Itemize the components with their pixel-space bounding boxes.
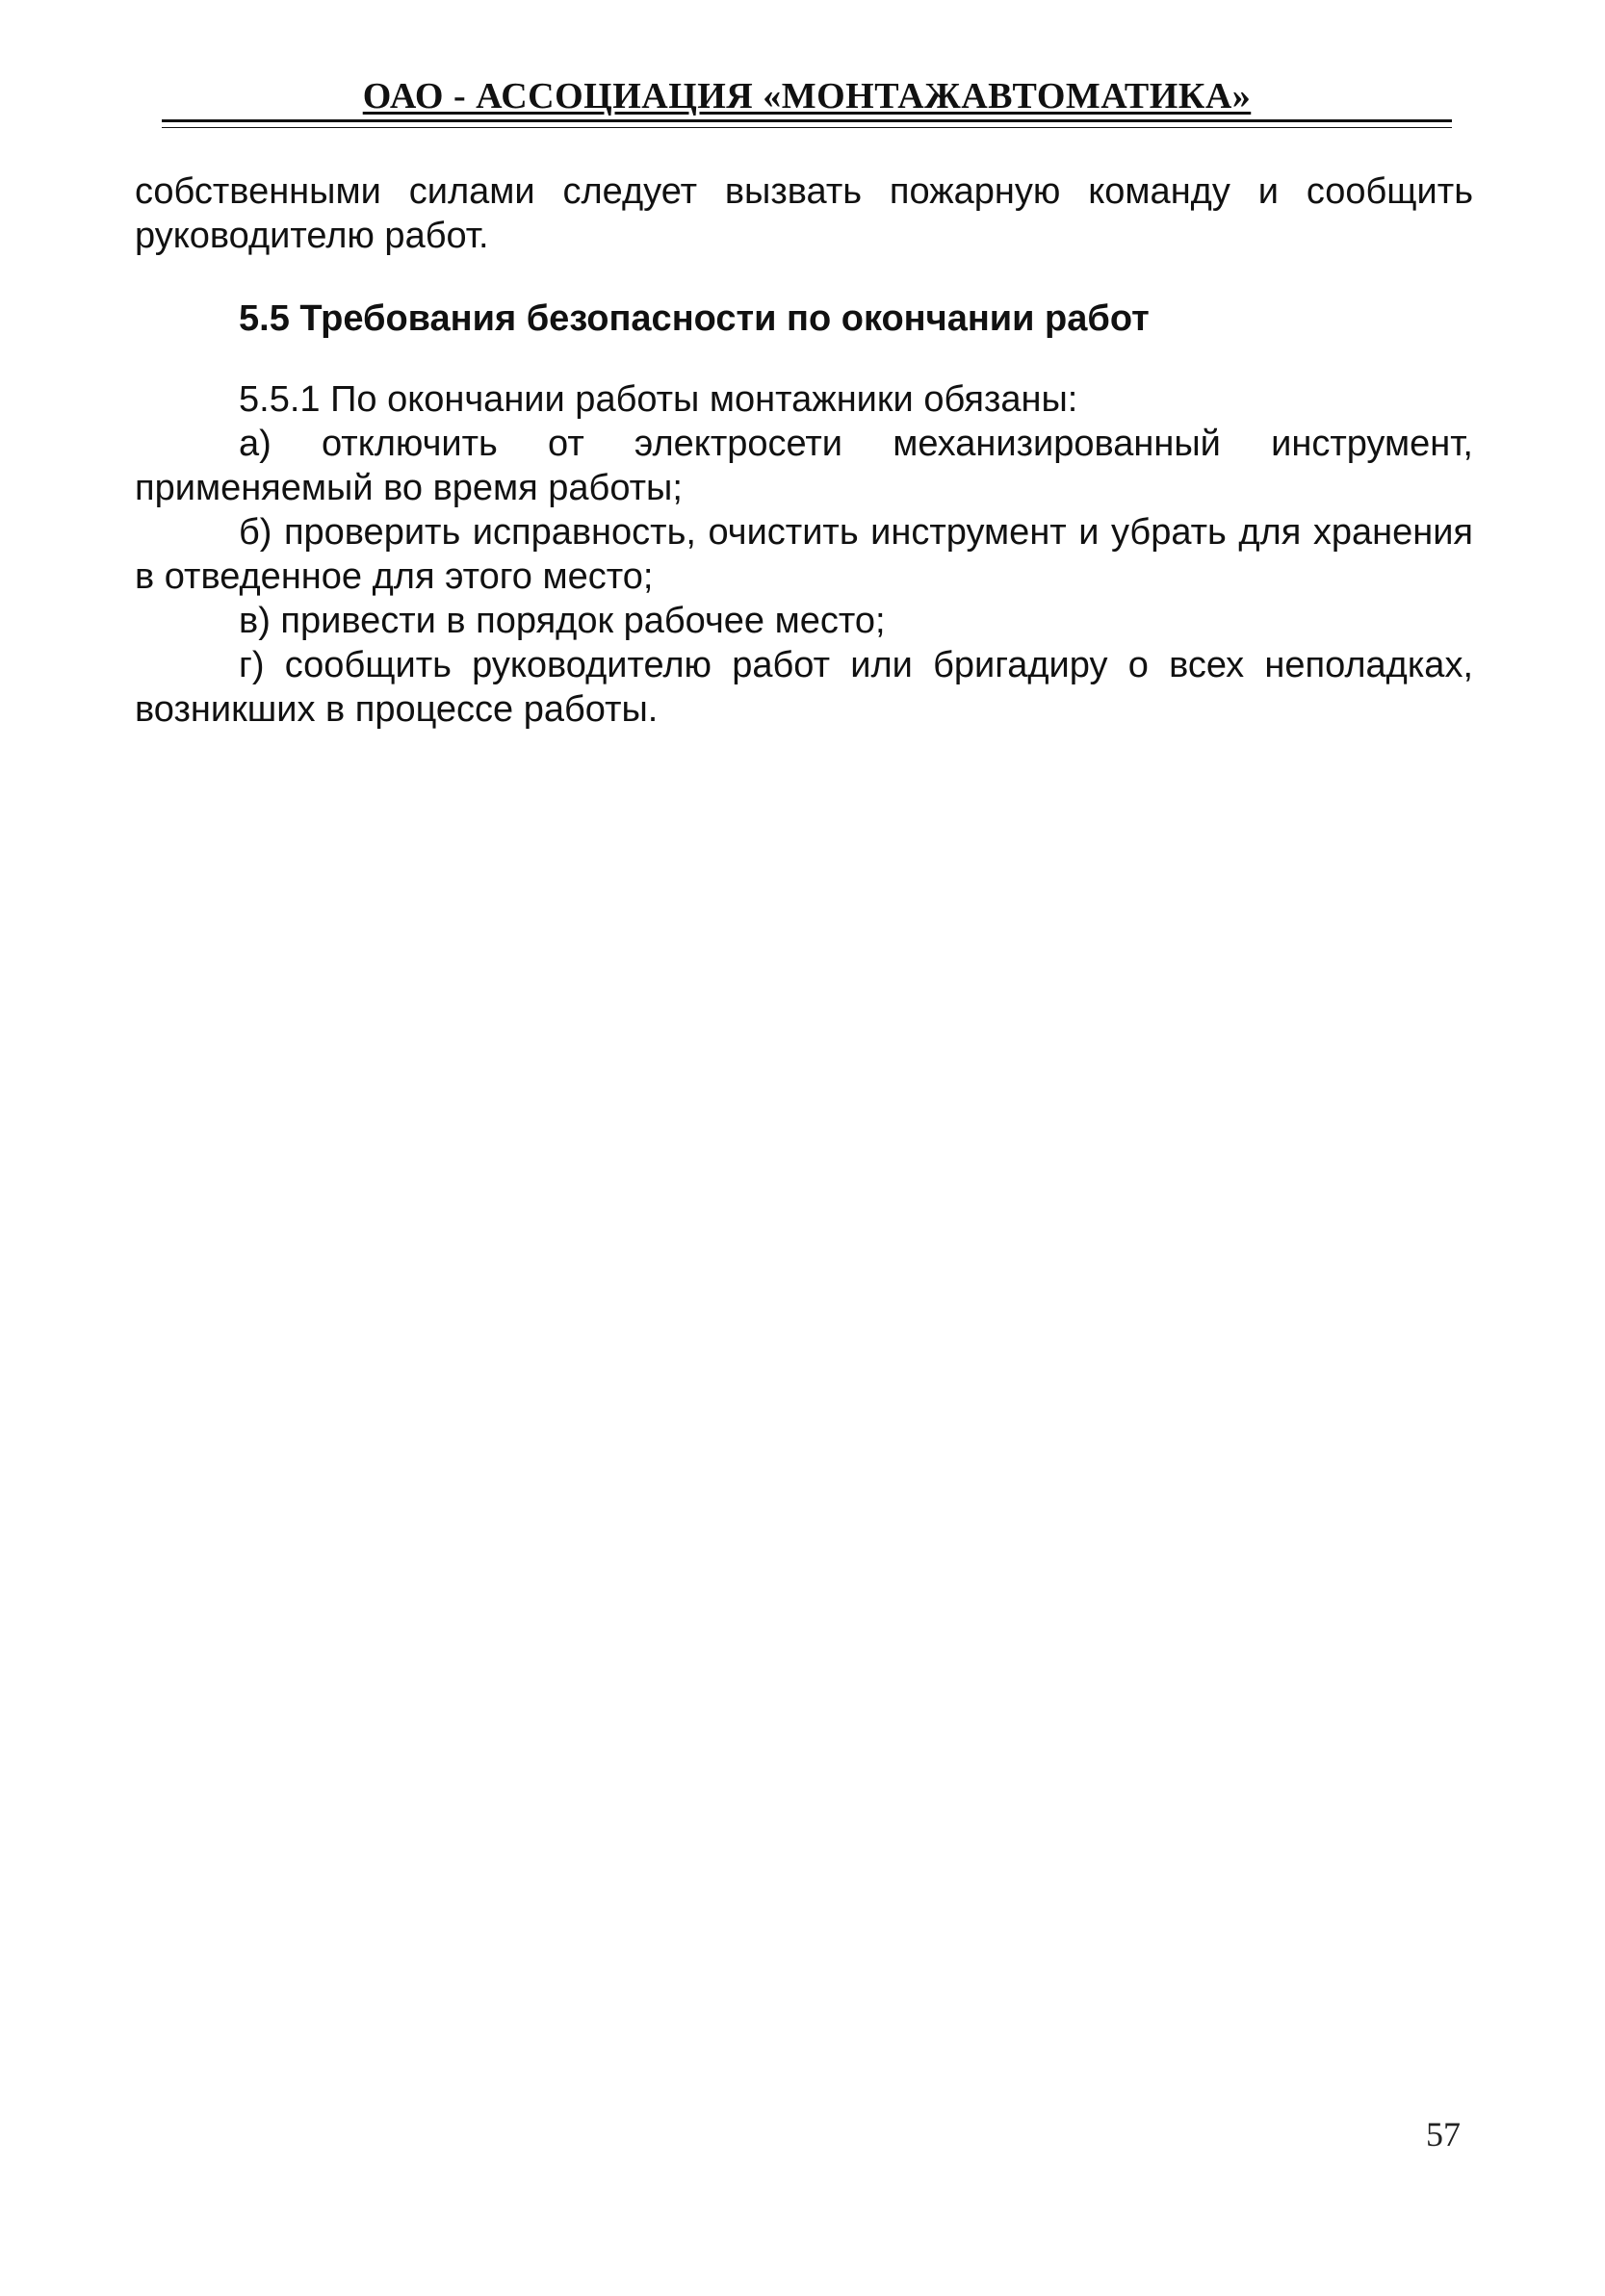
header-rule-thick [162,119,1452,122]
list-item: а) отключить от электросети механизированный инструмент, применяемый во время работы; [135,424,1473,508]
continuation-paragraph: собственными силами следует вызвать пожарную команду и сообщить руководителю работ. [135,171,1473,256]
list-item: в) привести в порядок рабочее место; [239,601,886,641]
document-body [135,169,1473,732]
page-number: 57 [1426,2115,1461,2154]
header-rule-thin [162,127,1452,128]
list-item: г) сообщить руководителю работ или бригадиру о всех неполадках, возникших в процессе работы. [135,645,1473,730]
section-title: 5.5 Требования безопасности по окончании работ [239,298,1150,339]
document-header: ОАО - АССОЦИАЦИЯ «МОНТАЖАВТОМАТИКА» [362,76,1252,116]
list-item: б) проверить исправность, очистить инструмент и убрать для хранения в отведенное для этого место; [135,512,1473,597]
list-item: 5.5.1 По окончании работы монтажники обязаны: [239,379,1078,420]
